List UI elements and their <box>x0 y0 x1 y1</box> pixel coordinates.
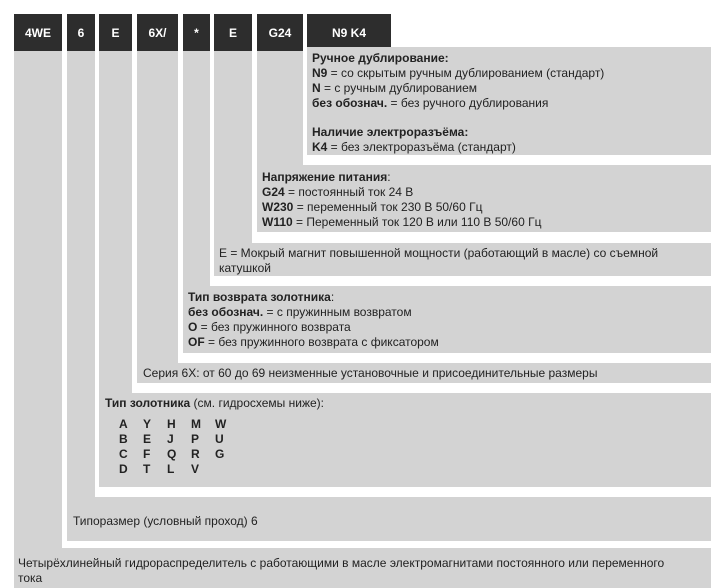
manual-override-item: без обознач. = без ручного дублирования <box>312 96 549 110</box>
voltage-block <box>262 170 541 230</box>
spring-return-title: Тип возврата золотника: <box>188 290 335 304</box>
code-box-options: N9 K4 <box>307 14 391 51</box>
connector-item: K4 = без электроразъёма (стандарт) <box>312 140 516 154</box>
voltage-item: G24 = постоянный ток 24 В <box>262 185 414 199</box>
voltage-title: Напряжение питания: <box>262 170 391 184</box>
solenoid-description: E = Мокрый магнит повышенной мощности (работающий в масле) со съемной катушкой <box>219 246 659 275</box>
spool-row: C F Q R G <box>119 447 225 461</box>
valve-type-description: Четырёхлинейный гидрораспределитель с работающими в масле электромагнитами постоянного или переменного тока <box>18 556 665 585</box>
code-box-type: 4WE <box>14 14 62 51</box>
connector-block <box>312 125 516 155</box>
voltage-item: W110 = Переменный ток 120 В или 110 В 50/60 Гц <box>262 215 542 229</box>
manual-override-block <box>312 51 604 111</box>
spool-row: D T L V <box>119 462 200 476</box>
size-description: Типоразмер (условный проход) 6 <box>73 514 258 528</box>
manual-override-item: N = с ручным дублированием <box>312 81 477 95</box>
spool-title: Тип золотника (см. гидросхемы ниже): <box>105 396 325 410</box>
code-box-size: 6 <box>67 14 95 51</box>
spring-return-item: OF = без пружинного возврата с фиксатором <box>188 335 439 349</box>
manual-override-title: Ручное дублирование: <box>312 51 449 65</box>
spool-block <box>105 396 324 477</box>
spool-row: A Y H M W <box>119 417 227 431</box>
connector-bar-size <box>67 51 95 510</box>
spring-return-block <box>188 290 439 350</box>
spring-return-item: без обознач. = с пружинным возвратом <box>188 305 412 319</box>
code-box-voltage: G24 <box>257 14 303 51</box>
spool-row: B E J P U <box>119 432 224 446</box>
code-box-magnet: E <box>214 14 252 51</box>
code-box-solenoid-type: E <box>99 14 132 51</box>
voltage-item: W230 = переменный ток 230 В 50/60 Гц <box>262 200 483 214</box>
manual-override-item: N9 = со скрытым ручным дублированием (стандарт) <box>312 66 605 80</box>
code-box-spool-return: * <box>183 14 210 51</box>
spool-grid <box>119 417 324 477</box>
connector-bar-type <box>14 51 62 588</box>
connector-title: Наличие электроразъёма: <box>312 125 469 139</box>
connector-bar-series <box>137 51 178 383</box>
series-description: Серия 6X: от 60 до 69 неизменные установочные и присоединительные размеры <box>143 366 598 380</box>
code-box-series: 6X/ <box>137 14 178 51</box>
spring-return-item: O = без пружинного возврата <box>188 320 351 334</box>
